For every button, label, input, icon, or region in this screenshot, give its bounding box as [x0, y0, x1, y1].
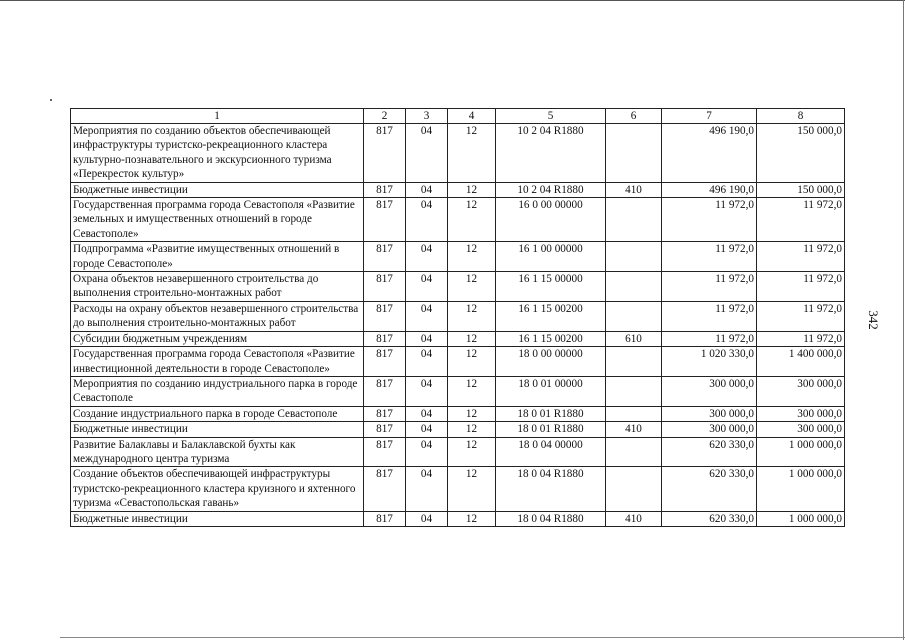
- cell-subsection: 12: [448, 272, 496, 302]
- cell-subsection: 12: [448, 242, 496, 272]
- cell-subsection: 12: [448, 182, 496, 197]
- cell-section: 04: [406, 198, 448, 242]
- cell-ministry-code: 817: [364, 406, 406, 421]
- cell-name: Мероприятия по созданию индустриального парка в городе Севастополе: [71, 376, 364, 406]
- cell-amount-year1: 496 190,0: [662, 182, 757, 197]
- cell-amount-year2: 11 972,0: [757, 272, 845, 302]
- table-row: [71, 272, 845, 302]
- cell-amount-year2: 1 000 000,0: [757, 511, 845, 526]
- table-row: [71, 198, 845, 242]
- scan-edge-bottom: [60, 637, 905, 638]
- cell-ministry-code: 817: [364, 467, 406, 511]
- cell-target-article: 18 0 01 R1880: [496, 422, 606, 437]
- table-row: [71, 347, 845, 377]
- cell-amount-year2: 150 000,0: [757, 182, 845, 197]
- cell-expense-type: [606, 242, 662, 272]
- cell-ministry-code: 817: [364, 198, 406, 242]
- cell-amount-year2: 11 972,0: [757, 301, 845, 331]
- cell-ministry-code: 817: [364, 511, 406, 526]
- cell-amount-year1: 300 000,0: [662, 422, 757, 437]
- cell-amount-year2: 1 400 000,0: [757, 347, 845, 377]
- cell-amount-year1: 11 972,0: [662, 301, 757, 331]
- cell-subsection: 12: [448, 198, 496, 242]
- scan-speck: [50, 99, 52, 101]
- cell-target-article: 18 0 01 00000: [496, 376, 606, 406]
- cell-ministry-code: 817: [364, 376, 406, 406]
- cell-name: Охрана объектов незавершенного строительства до выполнения строительно-монтажных работ: [71, 272, 364, 302]
- table-row: [71, 182, 845, 197]
- cell-amount-year1: 300 000,0: [662, 376, 757, 406]
- cell-amount-year1: 620 330,0: [662, 511, 757, 526]
- page-number: 342: [866, 310, 881, 330]
- cell-section: 04: [406, 182, 448, 197]
- cell-expense-type: 410: [606, 422, 662, 437]
- cell-section: 04: [406, 467, 448, 511]
- cell-subsection: 12: [448, 467, 496, 511]
- scan-edge-right: [903, 0, 904, 640]
- table-row: [71, 331, 845, 346]
- cell-expense-type: [606, 376, 662, 406]
- cell-ministry-code: 817: [364, 437, 406, 467]
- cell-target-article: 18 0 04 R1880: [496, 467, 606, 511]
- cell-section: 04: [406, 406, 448, 421]
- column-header: 3: [406, 109, 448, 124]
- cell-target-article: 10 2 04 R1880: [496, 182, 606, 197]
- cell-ministry-code: 817: [364, 422, 406, 437]
- cell-expense-type: [606, 124, 662, 183]
- cell-amount-year1: 496 190,0: [662, 124, 757, 183]
- cell-expense-type: 410: [606, 182, 662, 197]
- cell-expense-type: [606, 347, 662, 377]
- table-row: [71, 437, 845, 467]
- cell-amount-year2: 300 000,0: [757, 422, 845, 437]
- cell-subsection: 12: [448, 301, 496, 331]
- scan-edge-top: [0, 0, 905, 1]
- table-row: [71, 376, 845, 406]
- cell-amount-year2: 11 972,0: [757, 331, 845, 346]
- table-row: [71, 301, 845, 331]
- cell-ministry-code: 817: [364, 124, 406, 183]
- cell-expense-type: [606, 301, 662, 331]
- cell-target-article: 18 0 01 R1880: [496, 406, 606, 421]
- column-header: 5: [496, 109, 606, 124]
- cell-target-article: 16 1 15 00000: [496, 272, 606, 302]
- column-header: 4: [448, 109, 496, 124]
- cell-expense-type: 410: [606, 511, 662, 526]
- cell-section: 04: [406, 272, 448, 302]
- cell-name: Государственная программа города Севастополя «Развитие земельных и имущественных отношений в городе Севастополе»: [71, 198, 364, 242]
- cell-section: 04: [406, 124, 448, 183]
- cell-ministry-code: 817: [364, 301, 406, 331]
- table-row: [71, 242, 845, 272]
- cell-ministry-code: 817: [364, 272, 406, 302]
- budget-table: [70, 108, 845, 527]
- cell-ministry-code: 817: [364, 347, 406, 377]
- cell-expense-type: [606, 272, 662, 302]
- cell-amount-year1: 620 330,0: [662, 467, 757, 511]
- cell-target-article: 10 2 04 R1880: [496, 124, 606, 183]
- cell-name: Создание объектов обеспечивающей инфраструктуры туристско-рекреационного кластера круизного и яхтенного туризма «Севастопольская гавань»: [71, 467, 364, 511]
- cell-amount-year2: 300 000,0: [757, 406, 845, 421]
- cell-section: 04: [406, 331, 448, 346]
- cell-ministry-code: 817: [364, 182, 406, 197]
- column-header: 6: [606, 109, 662, 124]
- cell-name: Подпрограмма «Развитие имущественных отношений в городе Севастополе»: [71, 242, 364, 272]
- cell-target-article: 18 0 04 00000: [496, 437, 606, 467]
- cell-target-article: 18 0 00 00000: [496, 347, 606, 377]
- cell-target-article: 16 1 15 00200: [496, 301, 606, 331]
- cell-amount-year2: 1 000 000,0: [757, 437, 845, 467]
- cell-section: 04: [406, 437, 448, 467]
- table-row: [71, 124, 845, 183]
- cell-amount-year2: 11 972,0: [757, 242, 845, 272]
- cell-name: Создание индустриального парка в городе Севастополе: [71, 406, 364, 421]
- cell-amount-year1: 11 972,0: [662, 198, 757, 242]
- cell-ministry-code: 817: [364, 242, 406, 272]
- table-header-row: [71, 109, 845, 124]
- cell-subsection: 12: [448, 437, 496, 467]
- cell-amount-year1: 11 972,0: [662, 242, 757, 272]
- cell-amount-year1: 1 020 330,0: [662, 347, 757, 377]
- cell-section: 04: [406, 242, 448, 272]
- cell-expense-type: [606, 198, 662, 242]
- cell-target-article: 18 0 04 R1880: [496, 511, 606, 526]
- cell-section: 04: [406, 422, 448, 437]
- cell-subsection: 12: [448, 406, 496, 421]
- cell-amount-year1: 11 972,0: [662, 272, 757, 302]
- cell-section: 04: [406, 376, 448, 406]
- table-row: [71, 406, 845, 421]
- cell-name: Расходы на охрану объектов незавершенного строительства до выполнения строительно-монтажных работ: [71, 301, 364, 331]
- column-header: 2: [364, 109, 406, 124]
- table-row: [71, 511, 845, 526]
- cell-expense-type: [606, 467, 662, 511]
- cell-name: Мероприятия по созданию объектов обеспечивающей инфраструктуры туристско-рекреационного кластера культурно-познавательного и экскурсионного туризма «Перекресток культур»: [71, 124, 364, 183]
- cell-expense-type: [606, 437, 662, 467]
- cell-section: 04: [406, 347, 448, 377]
- table-row: [71, 422, 845, 437]
- cell-section: 04: [406, 301, 448, 331]
- cell-subsection: 12: [448, 511, 496, 526]
- cell-name: Бюджетные инвестиции: [71, 182, 364, 197]
- cell-ministry-code: 817: [364, 331, 406, 346]
- column-header: 8: [757, 109, 845, 124]
- cell-subsection: 12: [448, 422, 496, 437]
- cell-expense-type: 610: [606, 331, 662, 346]
- cell-subsection: 12: [448, 376, 496, 406]
- cell-name: Развитие Балаклавы и Балаклавской бухты как международного центра туризма: [71, 437, 364, 467]
- cell-amount-year1: 300 000,0: [662, 406, 757, 421]
- cell-subsection: 12: [448, 124, 496, 183]
- cell-subsection: 12: [448, 347, 496, 377]
- column-header: 7: [662, 109, 757, 124]
- cell-subsection: 12: [448, 331, 496, 346]
- cell-section: 04: [406, 511, 448, 526]
- cell-name: Бюджетные инвестиции: [71, 422, 364, 437]
- table-row: [71, 467, 845, 511]
- cell-amount-year1: 620 330,0: [662, 437, 757, 467]
- cell-amount-year2: 1 000 000,0: [757, 467, 845, 511]
- cell-name: Государственная программа города Севастополя «Развитие инвестиционной деятельности в городе Севастополе»: [71, 347, 364, 377]
- cell-target-article: 16 1 00 00000: [496, 242, 606, 272]
- cell-amount-year2: 300 000,0: [757, 376, 845, 406]
- cell-amount-year2: 11 972,0: [757, 198, 845, 242]
- column-header: 1: [71, 109, 364, 124]
- cell-target-article: 16 1 15 00200: [496, 331, 606, 346]
- cell-amount-year2: 150 000,0: [757, 124, 845, 183]
- cell-name: Бюджетные инвестиции: [71, 511, 364, 526]
- cell-name: Субсидии бюджетным учреждениям: [71, 331, 364, 346]
- cell-expense-type: [606, 406, 662, 421]
- cell-amount-year1: 11 972,0: [662, 331, 757, 346]
- cell-target-article: 16 0 00 00000: [496, 198, 606, 242]
